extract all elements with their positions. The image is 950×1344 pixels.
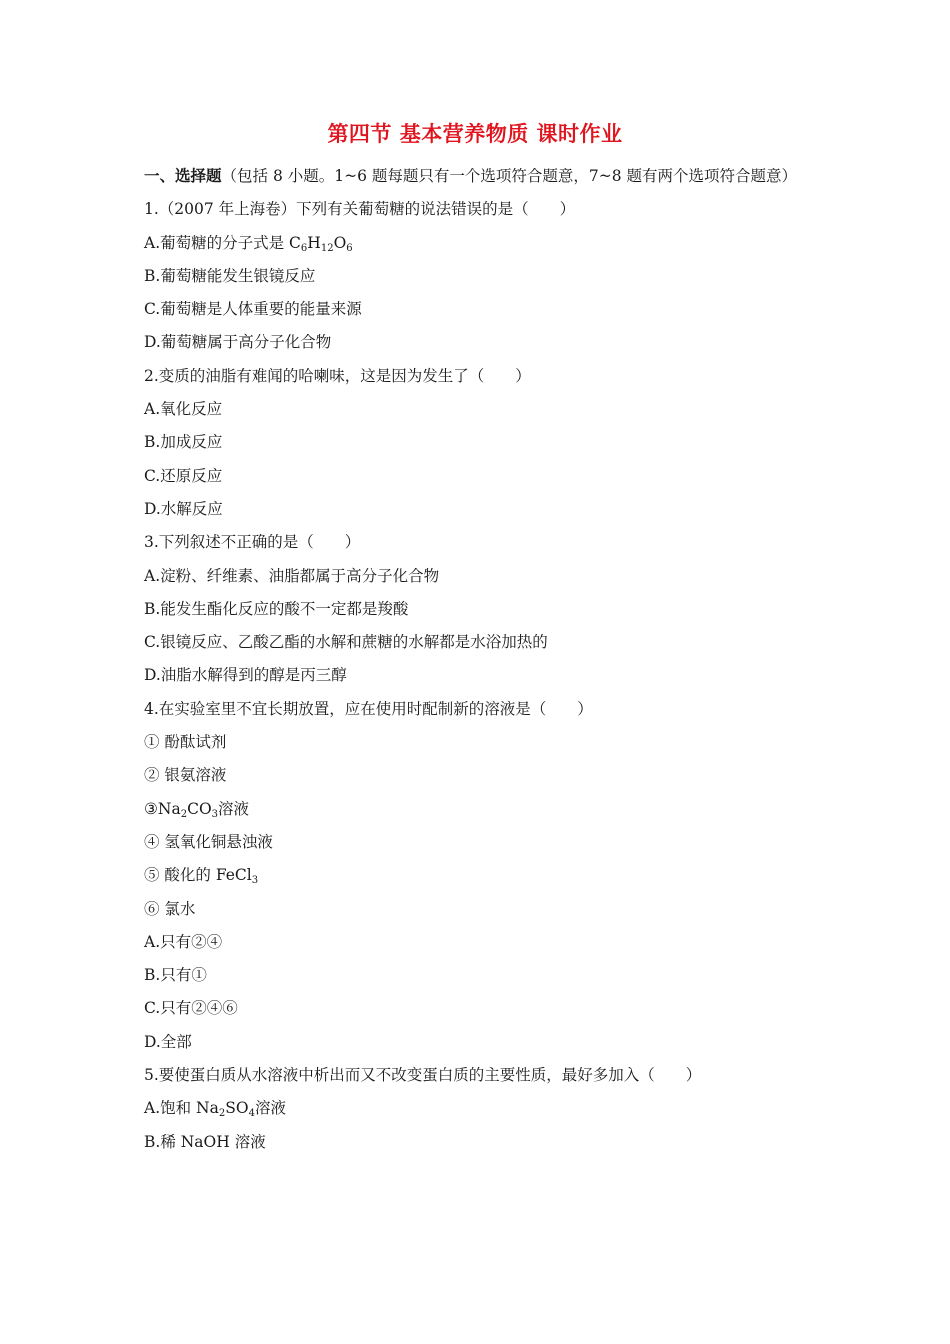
formula-part: CO (187, 799, 212, 818)
question-3-option-b: B.能发生酯化反应的酸不一定都是羧酸 (144, 599, 409, 618)
question-4-option-c: C.只有②④⑥ (144, 999, 238, 1018)
question-4-option-a: A.只有②④ (144, 932, 223, 951)
item-text: ③Na (144, 799, 181, 818)
question-2-option-b: B.加成反应 (144, 433, 223, 452)
subscript: 4 (248, 1108, 255, 1120)
question-2-option-a: A.氧化反应 (144, 400, 223, 419)
option-text: A.葡萄糖的分子式是 C (144, 233, 301, 252)
formula-part: O (333, 233, 347, 252)
subscript: 3 (251, 875, 259, 887)
subscript: 6 (346, 242, 353, 254)
question-1-option-a (144, 227, 814, 260)
question-3-option-c: C.银镜反应、乙酸乙酯的水解和蔗糖的水解都是水浴加热的 (144, 633, 548, 652)
subscript: 3 (211, 808, 219, 820)
section-note: （包括 8 小题。1~6 题每题只有一个选项符合题意，7~8 题有两个选项符合题意） (221, 167, 798, 185)
document-body (144, 160, 814, 1159)
question-4-option-b: B.只有① (144, 966, 207, 985)
subscript: 2 (218, 1108, 226, 1120)
section-label: 一、选择题 (144, 167, 222, 185)
question-3-option-d: D.油脂水解得到的醇是丙三醇 (144, 666, 347, 685)
question-1-option-d: D.葡萄糖属于高分子化合物 (144, 333, 332, 352)
question-2-option-c: C.还原反应 (144, 466, 223, 485)
subscript: 2 (180, 808, 188, 820)
question-5-option-a (144, 1092, 814, 1125)
question-3-option-a: A.淀粉、纤维素、油脂都属于高分子化合物 (144, 566, 440, 585)
question-1-stem: 1.（2007 年上海卷）下列有关葡萄糖的说法错误的是（ ） (144, 200, 576, 219)
question-1-option-c: C.葡萄糖是人体重要的能量来源 (144, 300, 362, 319)
section-heading (144, 160, 814, 193)
question-4-item-1: ① 酚酞试剂 (144, 733, 227, 752)
question-4-item-5 (144, 859, 814, 892)
question-4-item-4: ④ 氢氧化铜悬浊液 (144, 832, 273, 851)
question-4-option-d: D.全部 (144, 1032, 192, 1051)
page-title: 第四节 基本营养物质 课时作业 (327, 122, 623, 146)
question-5-option-b: B.稀 NaOH 溶液 (144, 1132, 266, 1151)
question-2-stem: 2.变质的油脂有难闻的哈喇味，这是因为发生了（ ） (144, 366, 531, 385)
question-4-item-2: ② 银氨溶液 (144, 766, 227, 785)
subscript: 6 (300, 242, 308, 254)
option-text: 溶液 (254, 1099, 286, 1118)
item-text: 溶液 (218, 799, 250, 818)
formula-part: SO (225, 1099, 249, 1118)
question-5-stem: 5.要使蛋白质从水溶液中析出而又不改变蛋白质的主要性质，最好多加入（ ） (144, 1066, 702, 1085)
question-2-option-d: D.水解反应 (144, 499, 223, 518)
formula-part: H (307, 233, 321, 252)
subscript: 12 (320, 242, 334, 254)
question-4-item-3 (144, 793, 814, 826)
question-4-item-6: ⑥ 氯水 (144, 899, 196, 918)
question-1-option-b: B.葡萄糖能发生银镜反应 (144, 266, 316, 285)
option-text: A.饱和 Na (144, 1099, 219, 1118)
item-text: ⑤ 酸化的 FeCl (144, 866, 252, 885)
question-4-stem: 4.在实验室里不宜长期放置，应在使用时配制新的溶液是（ ） (144, 699, 593, 718)
question-3-stem: 3.下列叙述不正确的是（ ） (144, 533, 361, 552)
